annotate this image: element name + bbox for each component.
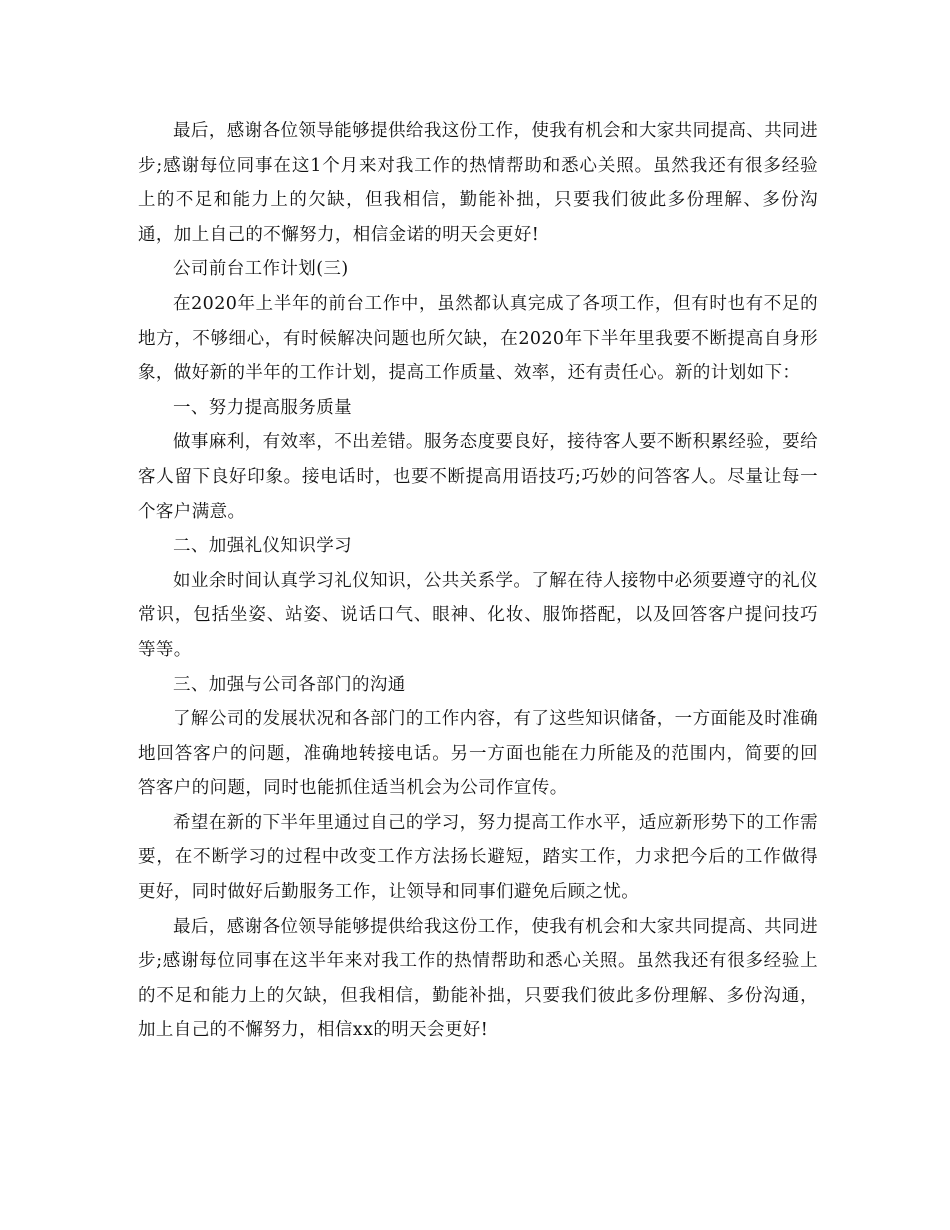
paragraph-service-quality: 做事麻利，有效率，不出差错。服务态度要良好，接待客人要不断积累经验，要给客人留下良好印象。接电话时，也要不断提高用语技巧;巧妙的问答客人。尽量让每一个客户满意。 — [138, 432, 818, 522]
paragraph-department-communication: 了解公司的发展状况和各部门的工作内容，有了这些知识储备，一方面能及时准确地回答客户的问题，准确地转接电话。另一方面也能在力所能及的范围内，简要的回答客户的问题，同时也能抓住适当机会为公司作宣传。 — [138, 709, 818, 799]
paragraph-closing-thanks-1: 最后，感谢各位领导能够提供给我这份工作，使我有机会和大家共同提高、共同进步;感谢每位同事在这1个月来对我工作的热情帮助和悉心关照。虽然我还有很多经验上的不足和能力上的欠缺，但我相信，勤能补拙，只要我们彼此多份理解、多份沟通，加上自己的不懈努力，相信金诺的明天会更好! — [138, 121, 818, 245]
paragraph-etiquette-study: 如业余时间认真学习礼仪知识，公共关系学。了解在待人接物中必须要遵守的礼仪常识，包括坐姿、站姿、说话口气、眼神、化妆、服饰搭配，以及回答客户提问技巧等等。 — [138, 570, 818, 660]
paragraph-closing-thanks-2: 最后，感谢各位领导能够提供给我这份工作，使我有机会和大家共同提高、共同进步;感谢每位同事在这半年来对我工作的热情帮助和悉心关照。虽然我还有很多经验上的不足和能力上的欠缺，但我相信，勤能补拙，只要我们彼此多份理解、多份沟通，加上自己的不懈努力，相信xx的明天会更好! — [138, 916, 818, 1041]
paragraph-hope: 希望在新的下半年里通过自己的学习，努力提高工作水平，适应新形势下的工作需要，在不断学习的过程中改变工作方法扬长避短，踏实工作，力求把今后的工作做得更好，同时做好后勤服务工作，让领导和同事们避免后顾之忧。 — [138, 812, 818, 903]
heading-service-quality: 一、努力提高服务质量 — [173, 397, 352, 418]
document-body — [138, 114, 818, 1048]
section-title-plan-three: 公司前台工作计划(三) — [173, 259, 349, 280]
heading-department-communication: 三、加强与公司各部门的沟通 — [173, 674, 406, 695]
paragraph-plan-intro: 在2020年上半年的前台工作中，虽然都认真完成了各项工作，但有时也有不足的地方，不够细心，有时候解决问题也所欠缺，在2020年下半年里我要不断提高自身形象，做好新的半年的工作计划，提高工作质量、效率，还有责任心。新的计划如下： — [138, 293, 818, 384]
heading-etiquette-study: 二、加强礼仪知识学习 — [173, 536, 352, 557]
